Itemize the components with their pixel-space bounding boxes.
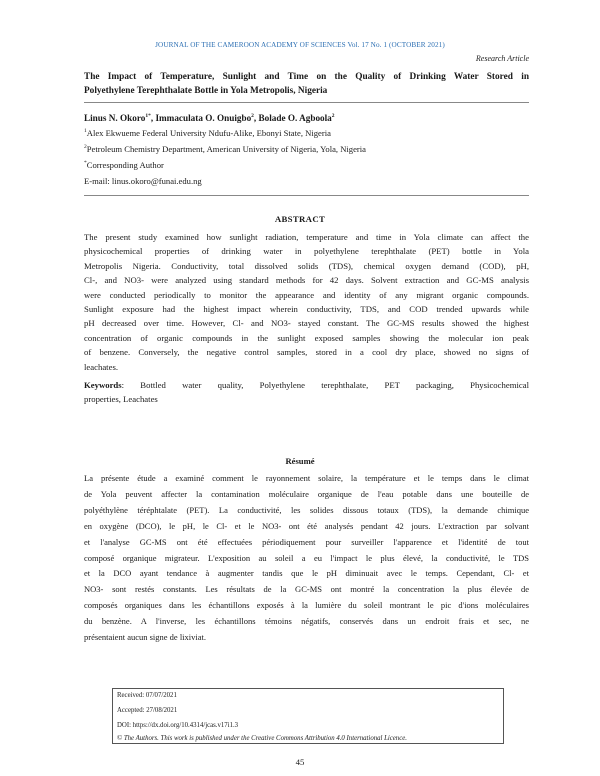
- doi-link[interactable]: DOI: https://dx.doi.org/10.4314/jcas.v17i1.3: [117, 722, 239, 729]
- affiliation: [84, 144, 366, 155]
- author-sep: ,: [150, 113, 156, 123]
- resume-line: et la DCO ayant tendance à augmenter tandis que le pH diminuait avec le temps. Cependant, Cl- et: [84, 568, 529, 579]
- abstract-line: Metropolis Nigeria. Conductivity, total dissolved solids (TDS), chemical oxygen demand (COD), pH,: [84, 260, 529, 271]
- author-name: Immaculata O. Onuigbo: [155, 113, 252, 123]
- resume-line: composé organique migrateur. L'exposition au soleil a eu l'impact le plus élevé, la conductivité, le TDS: [84, 552, 529, 563]
- author-sep: ,: [253, 113, 259, 123]
- corr-sup: *: [84, 160, 87, 166]
- received-date: Received: 07/07/2021: [117, 692, 177, 699]
- abstract-heading: ABSTRACT: [274, 214, 326, 224]
- title-line: The Impact of Temperature, Sunlight and Time on the Quality of Drinking Water Stored in: [84, 72, 529, 82]
- aff-text: Alex Ekwueme Federal University Ndufu-Alike, Ebonyi State, Nigeria: [86, 128, 331, 138]
- divider: [84, 102, 529, 103]
- author-name: Bolade O. Agboola: [258, 113, 332, 123]
- keywords-label: Keywords: [84, 380, 122, 390]
- abstract-line: physicochemical properties of drinking water in polyethylene terephthalate (PET) bottle in Yola: [84, 246, 529, 257]
- abstract-line: The present study examined how sunlight radiation, temperature and time in Yola climate can affect the: [84, 232, 529, 242]
- aff-sup: 2: [84, 144, 87, 150]
- corresponding-author: [84, 160, 164, 171]
- abstract-line: Sunlight exposure had the highest impact wherein conductivity, TDS, and COD trended upwards while: [84, 304, 529, 315]
- page-number: 45: [295, 757, 305, 767]
- resume-line: du benzène. A l'inverse, les échantillons témoins négatifs, conservés dans un endroit frais et sec, ne: [84, 616, 529, 627]
- article-type: Research Article: [475, 54, 529, 63]
- abstract-line: of benzene. Conversely, the negative control samples, stored in a cool dry place, showed no signs of: [84, 347, 529, 358]
- resume-line: composés organiques dans les échantillons exposés à la lumière du soleil montrant le pic d'ions moléculaires: [84, 600, 529, 611]
- aff-sup: 1: [84, 128, 87, 134]
- keywords-line: [84, 378, 529, 392]
- keywords-text: : Bottled water quality, Polyethylene terephthalate, PET packaging, Physicochemical: [121, 380, 529, 390]
- resume-line: en oxygène (DCO), le pH, le Cl- et le NO3- ont été analysés pendant 42 jours. L'extraction par solvant: [84, 520, 529, 531]
- resume-line: NO3- sont restés constants. Les résultats de la GC-MS ont montré la concentration la plus élevée de: [84, 584, 529, 595]
- resume-line: présentaient aucun signe de lixiviat.: [84, 632, 207, 643]
- keywords-line: properties, Leachates: [84, 394, 158, 405]
- author-sup: 2: [251, 113, 254, 119]
- license-note: © The Authors. This work is published under the Creative Commons Attribution 4.0 International Licence.: [117, 735, 407, 742]
- abstract-body: [84, 230, 529, 374]
- journal-header: JOURNAL OF THE CAMEROON ACADEMY OF SCIENCES Vol. 17 No. 1 (OCTOBER 2021): [155, 41, 445, 49]
- keywords: [84, 378, 529, 407]
- corr-text: Corresponding Author: [86, 160, 164, 170]
- author-sup: 1*: [145, 113, 151, 119]
- abstract-line: concentration of organic compounds in the sunlight exposed samples showing the molecular ion peak: [84, 332, 529, 343]
- aff-text: Petroleum Chemistry Department, American University of Nigeria, Yola, Nigeria: [86, 144, 366, 154]
- resume-body: [84, 471, 529, 646]
- abstract-line: were conducted periodically to monitor the appearance and identity of any migrant organic compounds.: [84, 289, 529, 300]
- resume-line: polyéthylène téréphtalate (PET). La conductivité, les solides dissous totaux (TDS), la demande chimique: [84, 504, 529, 515]
- resume-heading: Résumé: [285, 456, 315, 466]
- resume-line: et l'analyse GC-MS ont été effectuées périodiquement pour surveiller l'apparence et l'identité de tout: [84, 536, 529, 547]
- abstract-line: pH decreased over time. However, Cl- and NO3- stayed constant. The GC-MS results showed the highest: [84, 318, 529, 329]
- abstract-line: Cl-, and NO3- were analyzed using standard methods for 42 days. Solvent extraction and GC-MS analysis: [84, 275, 529, 286]
- resume-line: de Yola peuvent affecter la contamination moléculaire organique de l'eau potable dans une bouteille de: [84, 488, 529, 499]
- accepted-date: Accepted: 27/08/2021: [117, 707, 178, 714]
- abstract-line: leachates.: [84, 361, 119, 372]
- divider: [84, 195, 529, 196]
- title-line: Polyethylene Terephthalate Bottle in Yola Metropolis, Nigeria: [84, 85, 328, 96]
- author-name: Linus N. Okoro: [84, 113, 146, 123]
- affiliation: [84, 128, 331, 139]
- resume-line: La présente étude a examiné comment le rayonnement solaire, la température et le temps dans le climat: [84, 473, 529, 483]
- author-sup: 2: [331, 113, 335, 119]
- article-title: [84, 71, 529, 98]
- author-list: [84, 113, 335, 123]
- email-link[interactable]: E-mail: linus.okoro@funai.edu.ng: [84, 176, 202, 186]
